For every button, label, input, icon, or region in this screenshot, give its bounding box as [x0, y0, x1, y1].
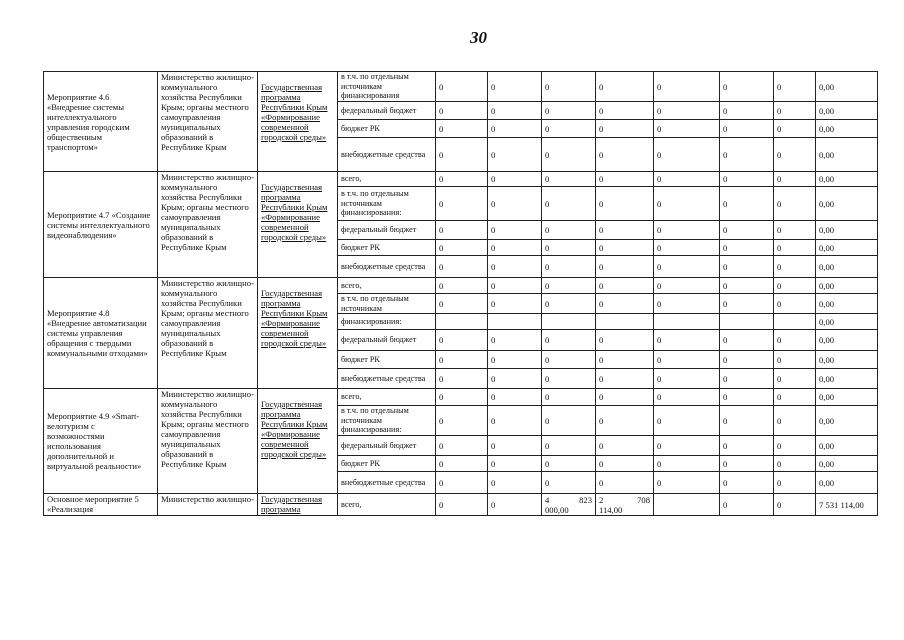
value-cell: 0 [542, 120, 596, 138]
value-cell: 0 [542, 138, 596, 172]
value-cell: 0 [774, 278, 816, 294]
value-cell: 0 [436, 138, 488, 172]
value-cell: 0 [488, 240, 542, 256]
value-cell: 0 [774, 436, 816, 456]
program-link[interactable]: Государственная программа Республики Крым «Формирование современной городской среды» [261, 82, 328, 142]
value-cell: 0 [596, 120, 654, 138]
value-cell: 0 [654, 389, 720, 406]
value-cell: 0 [720, 138, 774, 172]
value-cell: 0 [720, 330, 774, 351]
value-cell [436, 314, 488, 330]
value-cell: 0 [720, 369, 774, 389]
value-cell: 0 [436, 472, 488, 494]
value-cell: 0 [654, 472, 720, 494]
source-cell: в т.ч. по отдельным источникам финансирования: [338, 187, 436, 221]
value-cell: 0 [720, 456, 774, 472]
table-row [44, 389, 878, 406]
total-cell: 0,00 [816, 406, 878, 436]
value-cell: 0 [488, 187, 542, 221]
value-cell: 0 [488, 330, 542, 351]
value-cell [542, 314, 596, 330]
value-cell: 0 [720, 389, 774, 406]
source-cell: в т.ч. по отдельным источникам финансирования [338, 72, 436, 102]
value-cell: 0 [720, 256, 774, 278]
value-cell [596, 314, 654, 330]
total-cell: 0,00 [816, 436, 878, 456]
value-cell: 0 [542, 256, 596, 278]
value-cell: 0 [774, 120, 816, 138]
value-cell [542, 494, 596, 516]
program-cell [258, 389, 338, 494]
value-cell: 0 [654, 72, 720, 102]
value-cell: 0 [720, 351, 774, 369]
table-row [44, 72, 878, 102]
event-cell: Мероприятие 4.9 «Smart-велотуризм с возможностями использования дополнительной и виртуальной реальности» [44, 389, 158, 494]
value-cell: 0 [596, 472, 654, 494]
value-cell: 0 [774, 472, 816, 494]
value-cell: 0 [654, 351, 720, 369]
value-cell: 0 [774, 187, 816, 221]
value-cell: 0 [654, 406, 720, 436]
value-cell: 0 [720, 102, 774, 120]
value-cell [654, 494, 720, 516]
source-cell: всего, [338, 494, 436, 516]
value-cell: 0 [436, 72, 488, 102]
value-part: 708 [637, 494, 650, 505]
value-cell: 0 [436, 187, 488, 221]
source-cell: бюджет РК [338, 240, 436, 256]
total-cell: 0,00 [816, 456, 878, 472]
source-cell: внебюджетные средства [338, 369, 436, 389]
event-cell: Мероприятие 4.7 «Создание системы интеллектуального видеонаблюдения» [44, 172, 158, 278]
value-cell: 0 [488, 494, 542, 516]
value-cell: 0 [488, 72, 542, 102]
value-cell: 0 [436, 436, 488, 456]
value-cell: 0 [774, 221, 816, 240]
program-cell [258, 72, 338, 172]
value-cell: 0 [542, 278, 596, 294]
value-cell: 0 [720, 436, 774, 456]
source-cell: бюджет РК [338, 120, 436, 138]
value-part-top [599, 495, 650, 505]
value-cell: 0 [436, 389, 488, 406]
value-cell: 0 [774, 351, 816, 369]
value-cell: 0 [596, 389, 654, 406]
value-cell: 0 [654, 456, 720, 472]
value-cell: 0 [720, 172, 774, 187]
value-cell: 0 [436, 369, 488, 389]
value-cell: 0 [436, 456, 488, 472]
value-cell: 0 [542, 472, 596, 494]
program-link[interactable]: Государственная программа Республики Крым «Формирование современной городской среды» [261, 399, 328, 459]
value-part: 2 [599, 494, 604, 505]
value-cell: 0 [654, 330, 720, 351]
value-cell: 0 [774, 256, 816, 278]
value-cell: 0 [654, 138, 720, 172]
value-cell: 0 [654, 221, 720, 240]
total-cell: 0,00 [816, 278, 878, 294]
value-cell: 0 [596, 172, 654, 187]
value-cell: 0 [654, 369, 720, 389]
value-cell: 0 [436, 294, 488, 314]
value-cell: 0 [596, 406, 654, 436]
program-link[interactable]: Государственная программа [261, 494, 323, 514]
source-cell: внебюджетные средства [338, 256, 436, 278]
value-cell: 0 [654, 256, 720, 278]
executor-cell: Министерство жилищно-коммунального хозяйства Республики Крым; органы местного самоуправления муниципальных образований в Республике Крым [158, 72, 258, 172]
value-cell: 0 [596, 221, 654, 240]
value-cell: 0 [654, 294, 720, 314]
value-cell: 0 [720, 187, 774, 221]
value-cell: 0 [488, 456, 542, 472]
value-part: 000,00 [545, 504, 569, 515]
value-cell: 0 [488, 172, 542, 187]
value-cell: 0 [542, 389, 596, 406]
value-cell: 0 [774, 406, 816, 436]
value-cell: 0 [542, 294, 596, 314]
value-cell: 0 [436, 256, 488, 278]
total-cell: 0,00 [816, 102, 878, 120]
value-cell: 0 [542, 72, 596, 102]
total-cell: 0,00 [816, 138, 878, 172]
value-cell: 0 [720, 278, 774, 294]
total-cell: 0,00 [816, 187, 878, 221]
budget-table [43, 71, 878, 516]
value-cell: 0 [436, 330, 488, 351]
value-cell: 0 [542, 406, 596, 436]
total-cell: 0,00 [816, 256, 878, 278]
value-cell: 0 [654, 172, 720, 187]
value-cell: 0 [542, 102, 596, 120]
executor-cell: Министерство жилищно-коммунального хозяйства Республики Крым; органы местного самоуправления муниципальных образований в Республике Крым [158, 278, 258, 389]
executor-cell: Министерство жилищно-коммунального хозяйства Республики Крым; органы местного самоуправления муниципальных образований в Республике Крым [158, 389, 258, 494]
source-cell: федеральный бюджет [338, 330, 436, 351]
value-cell: 0 [774, 240, 816, 256]
table-row [44, 278, 878, 294]
value-cell: 0 [436, 494, 488, 516]
program-cell [258, 494, 338, 516]
value-cell: 0 [488, 389, 542, 406]
executor-cell: Министерство жилищно- [158, 494, 258, 516]
total-cell: 0,00 [816, 294, 878, 314]
value-cell: 0 [774, 389, 816, 406]
value-cell: 0 [488, 436, 542, 456]
total-cell: 0,00 [816, 330, 878, 351]
value-cell: 0 [488, 369, 542, 389]
value-cell: 0 [774, 102, 816, 120]
value-cell: 0 [596, 102, 654, 120]
executor-cell: Министерство жилищно-коммунального хозяйства Республики Крым; органы местного самоуправления муниципальных образований в Республике Крым [158, 172, 258, 278]
value-cell: 0 [720, 494, 774, 516]
source-cell: всего, [338, 389, 436, 406]
source-cell: федеральный бюджет [338, 102, 436, 120]
program-cell [258, 172, 338, 278]
value-cell: 0 [542, 369, 596, 389]
value-cell [774, 314, 816, 330]
value-cell: 0 [596, 72, 654, 102]
program-link[interactable]: Государственная программа Республики Крым «Формирование современной городской среды» [261, 288, 328, 348]
value-cell: 0 [542, 221, 596, 240]
total-cell: 0,00 [816, 120, 878, 138]
page-number: 30 [470, 28, 487, 47]
value-cell: 0 [596, 294, 654, 314]
value-cell: 0 [542, 436, 596, 456]
source-cell: федеральный бюджет [338, 221, 436, 240]
value-cell: 0 [774, 72, 816, 102]
source-cell: внебюджетные средства [338, 138, 436, 172]
table-row [44, 172, 878, 187]
source-cell: бюджет РК [338, 456, 436, 472]
source-cell: всего, [338, 172, 436, 187]
value-cell: 0 [436, 102, 488, 120]
value-cell: 0 [488, 278, 542, 294]
value-cell: 0 [596, 369, 654, 389]
value-cell: 0 [542, 351, 596, 369]
value-cell [720, 314, 774, 330]
value-cell: 0 [542, 240, 596, 256]
value-part-top [545, 495, 592, 505]
value-cell: 0 [654, 120, 720, 138]
value-cell: 0 [488, 294, 542, 314]
source-cell: в т.ч. по отдельным источникам [338, 294, 436, 314]
value-cell: 0 [542, 330, 596, 351]
event-cell: Основное мероприятие 5 «Реализация [44, 494, 158, 516]
value-cell: 0 [720, 472, 774, 494]
event-cell: Мероприятие 4.8 «Внедрение автоматизации системы управления обращения с твердыми коммунальными отходами» [44, 278, 158, 389]
value-cell [596, 494, 654, 516]
value-cell: 0 [720, 120, 774, 138]
value-cell [654, 314, 720, 330]
value-cell: 0 [596, 256, 654, 278]
value-cell: 0 [436, 221, 488, 240]
value-cell: 0 [596, 436, 654, 456]
value-cell: 0 [436, 240, 488, 256]
value-cell: 0 [720, 72, 774, 102]
value-part: 4 [545, 494, 550, 505]
value-cell: 0 [720, 294, 774, 314]
value-cell: 0 [436, 120, 488, 138]
source-cell: в т.ч. по отдельным источникам финансирования: [338, 406, 436, 436]
value-cell: 0 [488, 138, 542, 172]
total-cell: 0,00 [816, 172, 878, 187]
total-cell: 0,00 [816, 221, 878, 240]
value-cell: 0 [436, 351, 488, 369]
value-cell: 0 [542, 172, 596, 187]
source-cell: всего, [338, 278, 436, 294]
value-cell: 0 [488, 406, 542, 436]
value-cell: 0 [542, 187, 596, 221]
value-cell: 0 [436, 278, 488, 294]
value-cell: 0 [654, 436, 720, 456]
value-cell: 0 [488, 120, 542, 138]
value-cell: 0 [488, 256, 542, 278]
value-part: 114,00 [599, 504, 623, 515]
value-cell [488, 314, 542, 330]
total-cell: 0,00 [816, 351, 878, 369]
value-cell: 0 [720, 221, 774, 240]
total-cell: 0,00 [816, 72, 878, 102]
source-cell: внебюджетные средства [338, 472, 436, 494]
source-cell: федеральный бюджет [338, 436, 436, 456]
total-cell: 0,00 [816, 389, 878, 406]
source-cell: бюджет РК [338, 351, 436, 369]
total-cell: 0,00 [816, 369, 878, 389]
value-cell: 0 [542, 456, 596, 472]
total-cell: 0,00 [816, 472, 878, 494]
value-cell: 0 [720, 406, 774, 436]
event-cell: Мероприятие 4.6 «Внедрение системы интеллектуального управления городским общественным транспортом» [44, 72, 158, 172]
value-cell: 0 [654, 187, 720, 221]
value-cell: 0 [774, 330, 816, 351]
value-cell: 0 [596, 278, 654, 294]
value-cell: 0 [488, 472, 542, 494]
value-cell: 0 [488, 221, 542, 240]
total-cell: 7 531 114,00 [816, 494, 878, 516]
program-link[interactable]: Государственная программа Республики Крым «Формирование современной городской среды» [261, 182, 328, 242]
total-cell: 0,00 [816, 240, 878, 256]
value-cell: 0 [774, 494, 816, 516]
total-cell: 0,00 [816, 314, 878, 330]
value-cell: 0 [774, 456, 816, 472]
value-cell: 0 [654, 102, 720, 120]
value-cell: 0 [596, 138, 654, 172]
value-cell: 0 [436, 406, 488, 436]
value-cell: 0 [654, 240, 720, 256]
value-cell: 0 [596, 456, 654, 472]
value-cell: 0 [596, 330, 654, 351]
value-cell: 0 [774, 294, 816, 314]
value-cell: 0 [596, 240, 654, 256]
value-cell: 0 [488, 351, 542, 369]
value-cell: 0 [720, 240, 774, 256]
value-cell: 0 [774, 369, 816, 389]
value-cell: 0 [596, 351, 654, 369]
value-cell: 0 [654, 278, 720, 294]
value-cell: 0 [774, 138, 816, 172]
value-cell: 0 [596, 187, 654, 221]
table-row [44, 494, 878, 516]
value-cell: 0 [488, 102, 542, 120]
program-cell [258, 278, 338, 389]
value-cell: 0 [774, 172, 816, 187]
value-part: 823 [579, 494, 592, 505]
value-cell: 0 [436, 172, 488, 187]
source-cell: финансирования: [338, 314, 436, 330]
